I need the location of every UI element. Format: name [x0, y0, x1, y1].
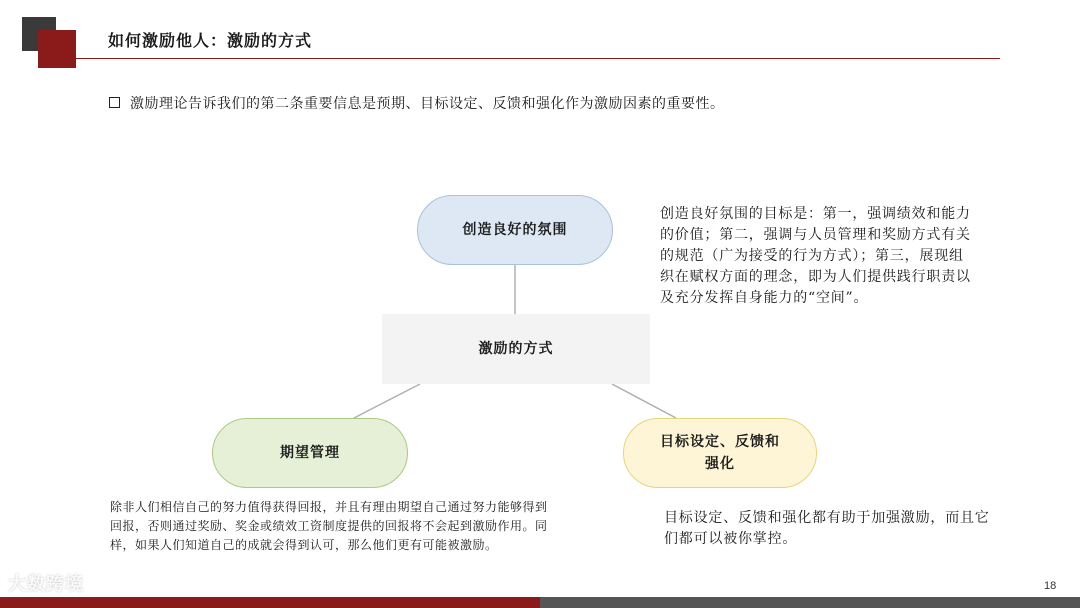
node-good-atmosphere: 创造良好的氛围 [417, 195, 613, 265]
intro-text: 激励理论告诉我们的第二条重要信息是预期、目标设定、反馈和强化作为激励因素的重要性。 [130, 96, 725, 112]
description-expectation: 除非人们相信自己的努力值得获得回报，并且有理由期望自己通过努力能够得到回报，否则通过奖励、奖金或绩效工资制度提供的回报将不会起到激励作用。同样，如果人们知道自己的成就会得到认可，那么他们更有可能被激励。 [110, 500, 548, 552]
description-goal-feedback: 目标设定、反馈和强化都有助于加强激励，而且它们都可以被你掌控。 [664, 510, 990, 547]
node-expectation-management: 期望管理 [212, 418, 408, 488]
page-number: 18 [1044, 580, 1057, 592]
description-atmosphere: 创造良好氛围的目标是：第一，强调绩效和能力的价值；第二，强调与人员管理和奖励方式有关的规范（广为接受的行为方式）；第三，展现组织在赋权方面的理念，即为人们提供践行职责以及充分发挥自身能力的“空间”。 [660, 206, 971, 306]
node-center-motivation: 激励的方式 [382, 314, 650, 384]
page-title: 如何激励他人：激励的方式 [108, 31, 313, 50]
connector-right [612, 384, 676, 418]
watermark-logo: 大数跨境 [8, 574, 84, 594]
connector-left [354, 384, 420, 418]
node-goal-feedback: 目标设定、反馈和强化 [623, 418, 817, 488]
footer-bar-red [0, 597, 540, 608]
footer-bar-grey [540, 597, 1080, 608]
